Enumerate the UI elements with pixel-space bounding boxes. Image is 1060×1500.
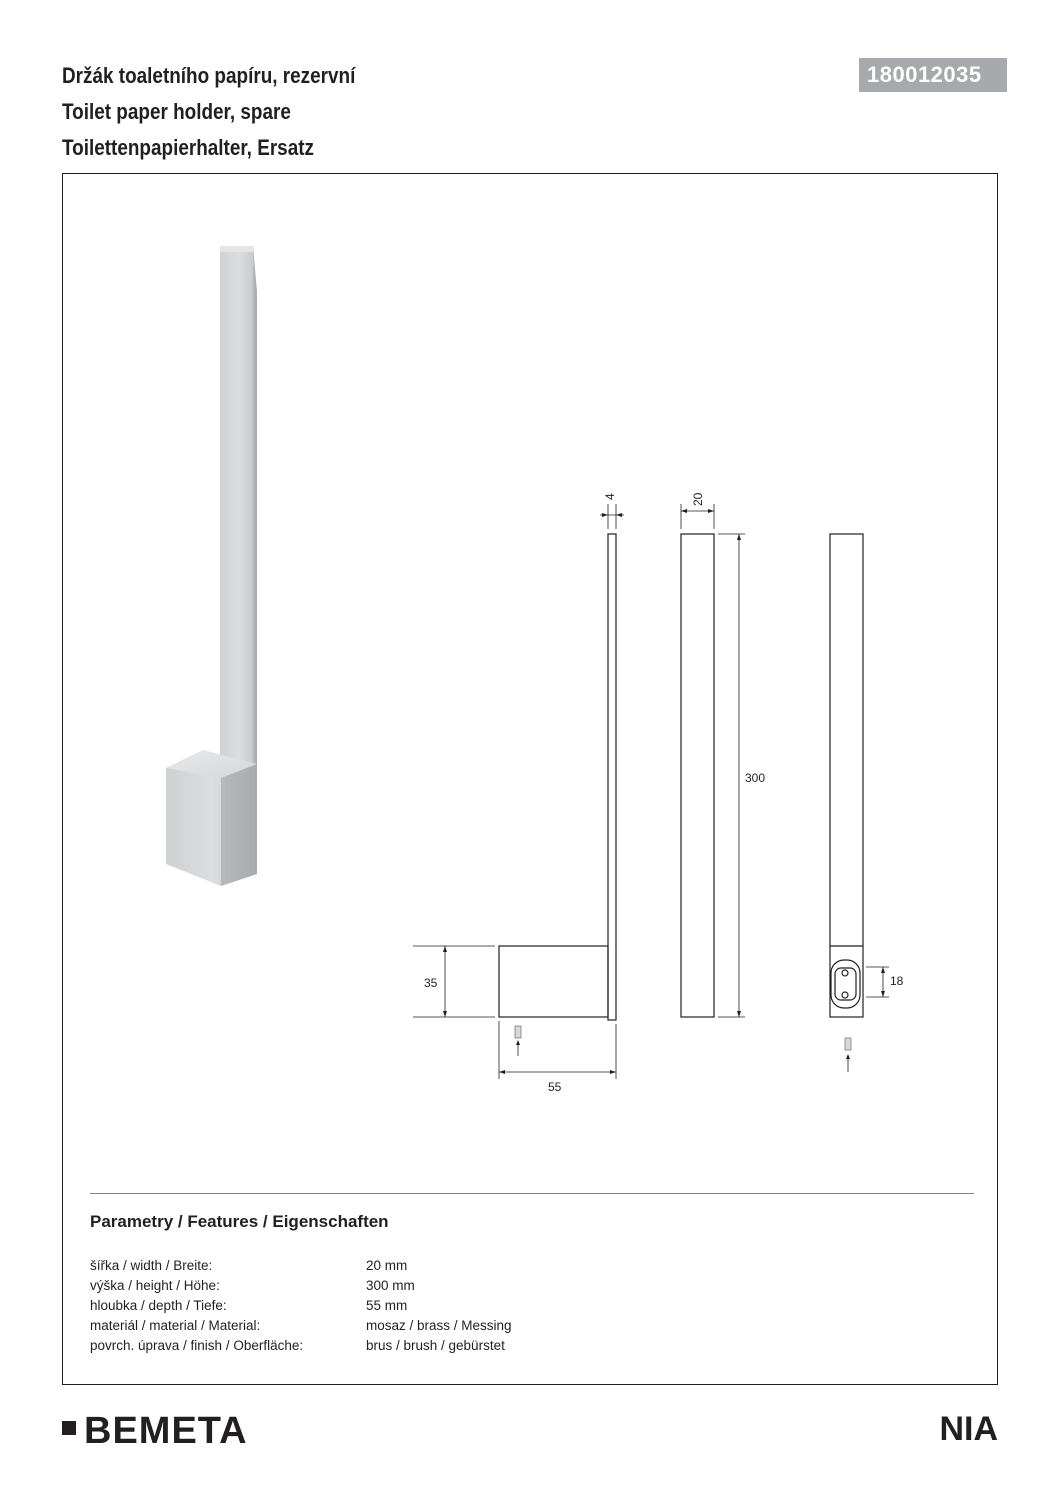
- param-label: povrch. úprava / finish / Oberfläche:: [90, 1338, 304, 1353]
- param-value: 55 mm: [366, 1298, 408, 1313]
- dim-width: 20: [691, 492, 705, 506]
- side-view-base: [499, 946, 608, 1017]
- param-row-finish: [90, 1336, 512, 1356]
- title-czech: Držák toaletního papíru, rezervní: [62, 63, 356, 88]
- param-label: šířka / width / Breite:: [90, 1258, 213, 1273]
- param-value: mosaz / brass / Messing: [366, 1318, 512, 1333]
- params-heading: Parametry / Features / Eigenschaften: [90, 1212, 389, 1231]
- dim-depth: 55: [548, 1080, 562, 1094]
- title-german: Toilettenpapierhalter, Ersatz: [62, 135, 314, 160]
- param-value: 20 mm: [366, 1258, 408, 1273]
- section-divider: [90, 1193, 974, 1194]
- dim-thickness: 4: [603, 493, 617, 500]
- param-label: výška / height / Höhe:: [90, 1278, 220, 1293]
- side-view-bar: [608, 534, 616, 1020]
- technical-drawing: [63, 174, 999, 1386]
- param-row-depth: [90, 1296, 512, 1316]
- series-name: NIA: [939, 1410, 998, 1448]
- dim-base-height: 35: [424, 976, 438, 990]
- param-row-material: [90, 1316, 512, 1336]
- param-row-width: [90, 1256, 512, 1276]
- screw-icon: [845, 1038, 851, 1050]
- brand-square-icon: [62, 1421, 76, 1435]
- dim-height: 300: [745, 771, 766, 785]
- title-block: [62, 58, 403, 166]
- param-label: materiál / material / Material:: [90, 1318, 261, 1333]
- param-value: 300 mm: [366, 1278, 415, 1293]
- param-value: brus / brush / gebürstet: [366, 1338, 505, 1353]
- brand-logo: [62, 1410, 248, 1453]
- brand-name: BEMETA: [84, 1410, 248, 1452]
- title-english: Toilet paper holder, spare: [62, 99, 291, 124]
- screw-icon: [515, 1026, 521, 1038]
- params-table: [90, 1256, 512, 1356]
- product-code-badge: 180012035: [859, 58, 1007, 92]
- back-view-bar: [830, 534, 863, 1017]
- front-view-bar: [681, 534, 714, 1017]
- product-sheet-frame: [62, 173, 998, 1385]
- param-label: hloubka / depth / Tiefe:: [90, 1298, 227, 1313]
- param-row-height: [90, 1276, 512, 1296]
- dim-hole-spacing: 18: [890, 974, 904, 988]
